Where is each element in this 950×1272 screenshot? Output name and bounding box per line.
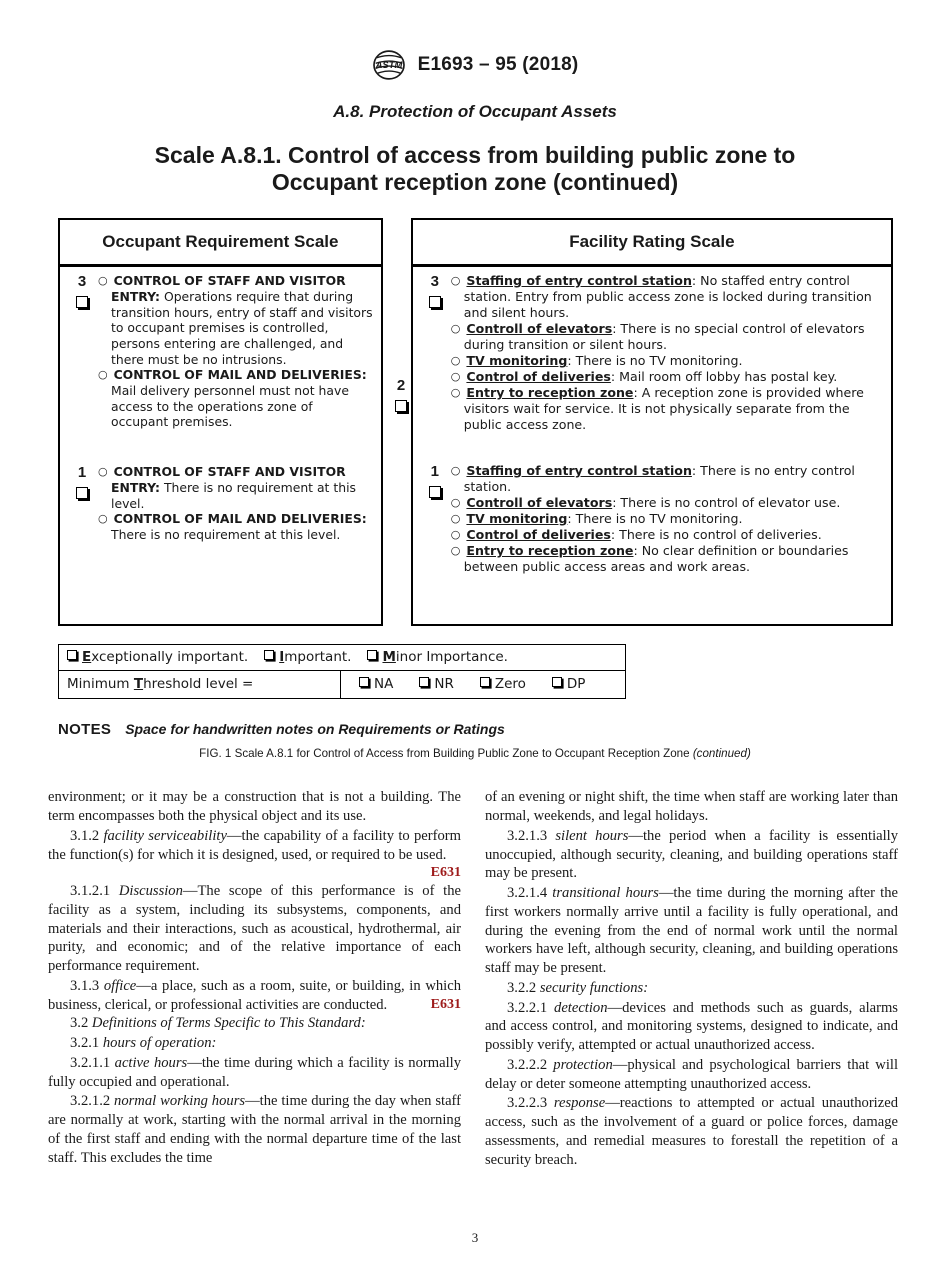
clause-number: 3.2.1.1: [70, 1054, 111, 1071]
clause-number: 3.1.2.1: [70, 883, 111, 900]
scale-item: [451, 353, 883, 369]
clause-text: —devices and methods such as guards, alarms and access control, and monitoring systems, designed to indicate, and possibly verify, attempted or actual unauthorized access.: [485, 999, 898, 1053]
defined-term: hours of operation:: [102, 1035, 217, 1052]
scales-container: [0, 218, 950, 626]
level-number: 1: [430, 463, 439, 481]
item-text: : No staffed entry control station. Entry from public access zone is locked during transition and silent hours.: [463, 273, 872, 321]
facility-rating-scale-box: [411, 218, 893, 626]
circle-bullet-icon: ○: [450, 354, 463, 368]
legend-option-exceptionally-important[interactable]: [67, 649, 248, 665]
item-label: CONTROL OF MAIL AND DELIVERIES:: [113, 511, 367, 527]
defined-term: response: [553, 1095, 606, 1112]
threshold-option-na[interactable]: [359, 676, 393, 692]
defined-term: Definitions of Terms Specific to This Standard:: [91, 1015, 366, 1032]
threshold-options: [341, 671, 625, 698]
paragraph: [485, 1056, 898, 1094]
scale-item: [451, 369, 883, 385]
importance-legend: [58, 644, 626, 699]
scale-item: [451, 495, 883, 511]
facility-level-3-marker: [419, 273, 451, 312]
paragraph: [48, 1092, 461, 1167]
right-column: [485, 788, 898, 1169]
item-text: : Mail room off lobby has postal key.: [610, 369, 838, 385]
clause-text: —reactions to attempted or actual unauthorized access, such as the involvement of a guard or police forces, damage assessments, and remedial measures to forestall the repetition of a security breach.: [485, 1095, 898, 1168]
scale-item: [451, 385, 883, 433]
clause-number: 3.1.2: [70, 827, 100, 844]
paragraph: [48, 1054, 461, 1092]
circle-bullet-icon: ○: [450, 512, 463, 526]
item-label: Control of deliveries: [466, 527, 611, 543]
paragraph: [485, 884, 898, 978]
threshold-row: [59, 671, 625, 698]
item-text: There is no requirement at this level.: [111, 479, 356, 511]
clause-text: —the time during the morning after the first workers normally arrive until a facility is fully operational, and during the evening from the end of normal work until the normal workers have left, although security, cleaning, and building operations staff may be present.: [485, 885, 898, 976]
threshold-option-nr[interactable]: [419, 676, 453, 692]
item-text: : There is no special control of elevators during transition or silent hours.: [463, 321, 865, 353]
section-title: A.8. Protection of Occupant Assets: [333, 102, 617, 121]
checkbox-occupant-level-3[interactable]: [76, 296, 88, 308]
item-label: Staffing of entry control station: [466, 273, 692, 289]
figure-caption-continued: (continued): [692, 747, 751, 761]
level-number: 1: [77, 464, 87, 482]
paragraph: [48, 977, 461, 1015]
occupant-level-1-row: [66, 464, 373, 542]
item-text: : There is no TV monitoring.: [567, 353, 743, 369]
defined-term: Discussion: [118, 883, 183, 900]
legend-label: xceptionally important.: [91, 649, 249, 666]
checkbox-nr[interactable]: [419, 677, 429, 687]
scale-title-line1: Scale A.8.1. Control of access from building public zone to: [154, 142, 796, 168]
legend-option-minor-importance[interactable]: [367, 649, 508, 665]
level-number: 3: [77, 273, 87, 291]
scale-title-line2: Occupant reception zone (continued): [271, 169, 679, 196]
paragraph: of an evening or night shift, the time when staff are working later than normal, weekends, and legal holidays.: [485, 789, 898, 824]
item-text: : A reception zone is provided where visitors wait for service. It is not physically separate from the public access zone.: [463, 385, 864, 433]
item-label: Staffing of entry control station: [466, 463, 692, 479]
item-text: Mail delivery personnel must not have access to the operations zone of occupant premises.: [111, 383, 349, 430]
circle-bullet-icon: ○: [450, 322, 463, 336]
item-label: CONTROL OF MAIL AND DELIVERIES:: [113, 367, 367, 383]
paragraph: [48, 827, 461, 881]
defined-term: security functions:: [539, 979, 649, 996]
level-number: 2: [396, 377, 406, 395]
circle-bullet-icon: ○: [450, 386, 463, 400]
defined-term: normal working hours: [114, 1093, 246, 1110]
occupant-scale-body: [60, 267, 381, 548]
accel-letter: T: [133, 676, 144, 693]
notes-line: [58, 721, 950, 738]
defined-term: office: [103, 977, 137, 994]
defined-term: protection: [553, 1056, 613, 1073]
clause-number: 3.2.2.1: [507, 999, 548, 1016]
facility-level-3-row: [419, 273, 883, 433]
scale-title: [0, 142, 950, 196]
clause-number: 3.2.2.3: [507, 1095, 548, 1112]
standard-reference[interactable]: E631: [430, 996, 461, 1012]
checkbox-level-2[interactable]: [395, 400, 407, 412]
clause-number: 3.2.1: [70, 1035, 100, 1052]
circle-bullet-icon: ○: [450, 528, 463, 542]
circle-bullet-icon: ○: [450, 544, 463, 558]
left-column: [48, 788, 461, 1169]
item-label: Controll of elevators: [466, 321, 613, 337]
document-designation: E1693 – 95 (2018): [417, 54, 579, 75]
item-text: Operations require that during transition hours, entry of staff and visitors to occupant premises is controlled, persons entering are challenged, and there must be no intrusions.: [111, 288, 373, 367]
occupant-level-1-marker: [66, 464, 98, 503]
accel-letter: I: [279, 649, 285, 666]
scale-item: [98, 367, 373, 430]
threshold-label-post: hreshold level =: [143, 676, 254, 693]
defined-term: silent hours: [555, 827, 629, 844]
paragraph: [485, 979, 898, 998]
occupant-scale-heading: Occupant Requirement Scale: [60, 220, 381, 267]
scale-item: [451, 511, 883, 527]
facility-level-3-items: [451, 273, 883, 433]
paragraph: environment; or it may be a construction that is not a building. The term encompasses both the physical object and its use.: [48, 789, 461, 824]
figure-caption: [0, 747, 950, 760]
item-text: : There is no control of deliveries.: [610, 527, 822, 543]
defined-term: facility serviceability: [103, 827, 227, 844]
defined-term: detection: [554, 999, 608, 1016]
occupant-level-3-items: [98, 273, 373, 430]
paragraph: [48, 882, 461, 976]
item-text: : There is no control of elevator use.: [612, 495, 841, 511]
threshold-label-pre: Minimum: [67, 676, 134, 693]
scale-item: [98, 511, 373, 542]
item-label: TV monitoring: [466, 511, 568, 527]
accel-letter: E: [82, 649, 92, 666]
clause-text: —The scope of this performance is of the facility as a system, including its subsystems, components, and materials and their interactions, such as acoustical, hydrothermal, air purity, and economic; and of the relative importance of each performance requirement.: [48, 883, 461, 975]
paragraph: [48, 1014, 461, 1033]
checkbox-facility-level-1[interactable]: [429, 486, 441, 498]
checkbox-occupant-level-1[interactable]: [76, 487, 88, 499]
scale-item: [98, 464, 373, 511]
occupant-requirement-scale-box: [58, 218, 383, 626]
item-label: TV monitoring: [466, 353, 568, 369]
clause-number: 3.1.3: [70, 977, 100, 994]
item-text: : There is no TV monitoring.: [567, 511, 743, 527]
threshold-option-dp[interactable]: [552, 676, 586, 692]
circle-bullet-icon: ○: [450, 496, 463, 510]
item-label: CONTROL OF STAFF AND VISITOR ENTRY:: [111, 273, 346, 304]
notes-text: Space for handwritten notes on Requirements or Ratings: [125, 721, 505, 738]
item-label: Entry to reception zone: [466, 385, 634, 401]
item-text: : No clear definition or boundaries between public access areas and work areas.: [463, 543, 849, 574]
checkbox-exceptionally-important[interactable]: [67, 650, 77, 660]
accel-letter: M: [382, 649, 396, 666]
paragraph: [485, 827, 898, 883]
notes-label: NOTES: [58, 721, 112, 739]
body-columns: [0, 788, 950, 1169]
clause-number: 3.2.1.3: [507, 827, 548, 844]
defined-term: transitional hours: [552, 885, 659, 901]
occupant-level-1-items: [98, 464, 373, 542]
circle-bullet-icon: ○: [98, 368, 110, 382]
facility-scale-heading: Facility Rating Scale: [413, 220, 891, 267]
option-label: NR: [434, 676, 454, 693]
circle-bullet-icon: ○: [450, 464, 463, 478]
standard-reference[interactable]: E631: [430, 865, 461, 881]
item-label: Entry to reception zone: [466, 543, 634, 559]
facility-scale-body: [413, 267, 891, 581]
svg-text:ASTM: ASTM: [375, 59, 402, 71]
scale-item: [451, 543, 883, 575]
circle-bullet-icon: ○: [450, 370, 463, 384]
scale-item: [451, 321, 883, 353]
paragraph: [485, 1094, 898, 1169]
occupant-level-3-marker: [66, 273, 98, 312]
clause-text: —physical and psychological barriers that will delay or deter someone attempting unauthorized access.: [485, 1056, 898, 1092]
legend-option-important[interactable]: [264, 649, 351, 665]
option-label: Zero: [494, 676, 526, 693]
clause-number: 3.2.1.4: [507, 885, 548, 901]
option-label: DP: [566, 676, 586, 693]
defined-term: active hours: [114, 1054, 188, 1071]
figure-caption-main: FIG. 1 Scale A.8.1 for Control of Access from Building Public Zone to Occupant Reception Zone: [199, 747, 690, 761]
scale-item: [451, 527, 883, 543]
clause-text: —the time during the day when staff are normally at work, starting with the normal arrival in the morning of the first staff and ending with the normal departure time of the last staff. This excludes the time: [48, 1093, 462, 1166]
clause-text: —the period when a facility is essentially unoccupied, although security, cleaning, and building operations staff may be present.: [485, 827, 899, 882]
clause-number: 3.2.2: [507, 979, 537, 996]
threshold-label: [59, 671, 341, 698]
paragraph: [485, 999, 898, 1055]
scale-item: [451, 273, 883, 321]
checkbox-facility-level-3[interactable]: [429, 296, 441, 308]
page-number: 3: [471, 1230, 479, 1245]
paragraph: [48, 1034, 461, 1053]
threshold-option-zero[interactable]: [480, 676, 526, 692]
legend-label: inor Importance.: [395, 649, 508, 666]
facility-level-1-row: [419, 463, 883, 575]
document-header: [0, 0, 950, 80]
circle-bullet-icon: ○: [98, 274, 110, 288]
importance-row: [59, 645, 625, 671]
checkbox-dp[interactable]: [552, 677, 562, 687]
checkbox-important[interactable]: [264, 650, 274, 660]
item-label: CONTROL OF STAFF AND VISITOR ENTRY:: [111, 464, 346, 495]
circle-bullet-icon: ○: [98, 465, 110, 479]
checkbox-minor-importance[interactable]: [367, 650, 377, 660]
checkbox-zero[interactable]: [480, 677, 490, 687]
level-number: 3: [430, 273, 439, 291]
clause-number: 3.2.1.2: [70, 1093, 111, 1110]
item-label: Control of deliveries: [466, 369, 611, 385]
item-text: There is no requirement at this level.: [111, 526, 341, 542]
circle-bullet-icon: ○: [98, 512, 110, 526]
clause-number: 3.2.2.2: [507, 1056, 548, 1073]
checkbox-na[interactable]: [359, 677, 369, 687]
clause-number: 3.2: [70, 1015, 89, 1032]
mid-level-2-marker: [389, 378, 413, 417]
item-label: Controll of elevators: [466, 495, 613, 511]
scale-item: [98, 273, 373, 367]
legend-label: mportant.: [284, 649, 352, 666]
facility-level-1-marker: [419, 463, 451, 502]
circle-bullet-icon: ○: [450, 274, 463, 288]
clause-text: —a place, such as a room, suite, or building, in which business, clerical, or professional activities are conducted.: [48, 977, 461, 1013]
astm-logo-icon: [372, 50, 406, 80]
option-label: NA: [374, 676, 394, 693]
clause-text: —the time during which a facility is normally fully occupied and operational.: [48, 1054, 461, 1090]
occupant-level-3-row: [66, 273, 373, 430]
clause-text: —the capability of a facility to perform the function(s) for which it is designed, used, or required to be used.: [48, 827, 461, 863]
facility-level-1-items: [451, 463, 883, 575]
item-text: : There is no entry control station.: [463, 463, 855, 495]
scale-item: [451, 463, 883, 495]
